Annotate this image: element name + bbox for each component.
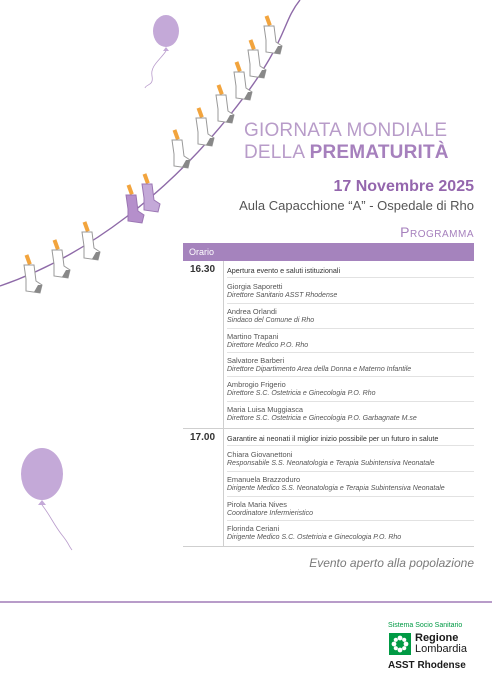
speaker-item xyxy=(227,475,473,493)
table-bottom-divider xyxy=(183,546,474,547)
speaker-name: Pirola Maria Nives xyxy=(227,500,287,509)
speaker-item xyxy=(227,332,473,350)
row-divider xyxy=(227,520,474,521)
speaker-name: Maria Luisa Muggiasca xyxy=(227,405,303,414)
row-divider xyxy=(227,401,474,402)
row-divider xyxy=(227,328,474,329)
sock-icon xyxy=(172,129,190,168)
speaker-item xyxy=(227,356,473,374)
speaker-role: Direttore Dipartimento Area della Donna e Materno Infantile xyxy=(227,366,412,373)
speaker-role: Responsabile S.S. Neonatologia e Terapia Subintensiva Neonatale xyxy=(227,460,435,467)
session-title: Garantire ai neonati il miglior inizio possibile per un futuro in salute xyxy=(227,434,439,443)
speaker-name: Martino Trapani xyxy=(227,332,279,341)
event-title xyxy=(244,120,484,164)
logo-system-label: Sistema Socio Sanitario xyxy=(388,622,463,629)
speaker-item xyxy=(227,500,473,518)
speaker-item xyxy=(227,524,473,542)
speaker-name: Salvatore Barberi xyxy=(227,356,285,365)
schedule-header: Orario xyxy=(183,243,474,261)
row-divider xyxy=(227,376,474,377)
session-title: Apertura evento e saluti istituzionali xyxy=(227,266,341,275)
speaker-name: Andrea Orlandi xyxy=(227,307,277,316)
sock-icon xyxy=(234,61,252,100)
logo-asst-label: ASST Rhodense xyxy=(388,660,466,671)
speaker-item xyxy=(227,450,473,468)
balloon-icon-top xyxy=(145,15,179,88)
sock-icon xyxy=(82,221,100,260)
speaker-name: Florinda Ceriani xyxy=(227,524,280,533)
speaker-role: Direttore Medico P.O. Rho xyxy=(227,342,309,349)
speaker-role: Dirigente Medico S.C. Ostetricia e Ginecologia P.O. Rho xyxy=(227,534,402,541)
row-divider xyxy=(227,352,474,353)
sock-icon-purple xyxy=(126,184,144,223)
sock-icon-purple xyxy=(142,173,160,212)
row-divider xyxy=(227,277,474,278)
speaker-item xyxy=(227,307,473,325)
speaker-role: Direttore S.C. Ostetricia e Ginecologia P.O. Garbagnate M.se xyxy=(227,415,417,422)
sock-icon xyxy=(248,39,266,78)
open-event-note: Evento aperto alla popolazione xyxy=(309,556,474,570)
speaker-name: Ambrogio Frigerio xyxy=(227,380,286,389)
speaker-role: Direttore S.C. Ostetricia e Ginecologia P.O. Rho xyxy=(227,390,376,397)
speaker-name: Emanuela Brazzoduro xyxy=(227,475,301,484)
row-divider xyxy=(227,303,474,304)
speaker-item xyxy=(227,380,473,398)
sock-icon xyxy=(24,254,42,293)
balloon-icon-bottom xyxy=(21,448,72,550)
title-line-2 xyxy=(244,142,484,164)
sock-icon xyxy=(216,84,234,123)
event-venue: Aula Capacchione “A” - Ospedale di Rho xyxy=(239,198,474,213)
footer-divider xyxy=(0,601,492,603)
speaker-role: Dirigente Medico S.S. Neonatologia e Terapia Subintensiva Neonatale xyxy=(227,485,445,492)
time-column-divider xyxy=(223,261,224,547)
row-divider xyxy=(227,496,474,497)
row-divider xyxy=(227,445,474,446)
regione-lombardia-logo xyxy=(388,622,486,678)
program-title: Programma xyxy=(400,224,474,240)
title-line-1: GIORNATA MONDIALE xyxy=(244,120,448,141)
event-date: 17 Novembre 2025 xyxy=(333,178,474,195)
session-time: 17.00 xyxy=(190,432,216,443)
logo-region-line-2: Lombardia xyxy=(415,643,467,655)
speaker-item xyxy=(227,405,473,423)
lombardia-rose-icon xyxy=(389,633,411,655)
sock-icon xyxy=(264,15,282,54)
sock-icon xyxy=(196,107,214,146)
speaker-role: Direttore Sanitario ASST Rhodense xyxy=(227,292,338,299)
title-line-2-prefix: DELLA xyxy=(244,142,310,163)
speaker-name: Chiara Giovanettoni xyxy=(227,450,293,459)
speaker-role: Sindaco del Comune di Rho xyxy=(227,317,315,324)
speaker-item xyxy=(227,282,473,300)
session-time: 16.30 xyxy=(190,264,216,275)
speaker-role: Coordinatore Infermieristico xyxy=(227,510,313,517)
session-divider xyxy=(183,428,474,429)
row-divider xyxy=(227,471,474,472)
logo-region-line-1: Regione xyxy=(415,632,459,644)
sock-icon xyxy=(52,239,70,278)
title-line-2-bold: PREMATURITÀ xyxy=(309,142,449,163)
speaker-name: Giorgia Saporetti xyxy=(227,282,283,291)
